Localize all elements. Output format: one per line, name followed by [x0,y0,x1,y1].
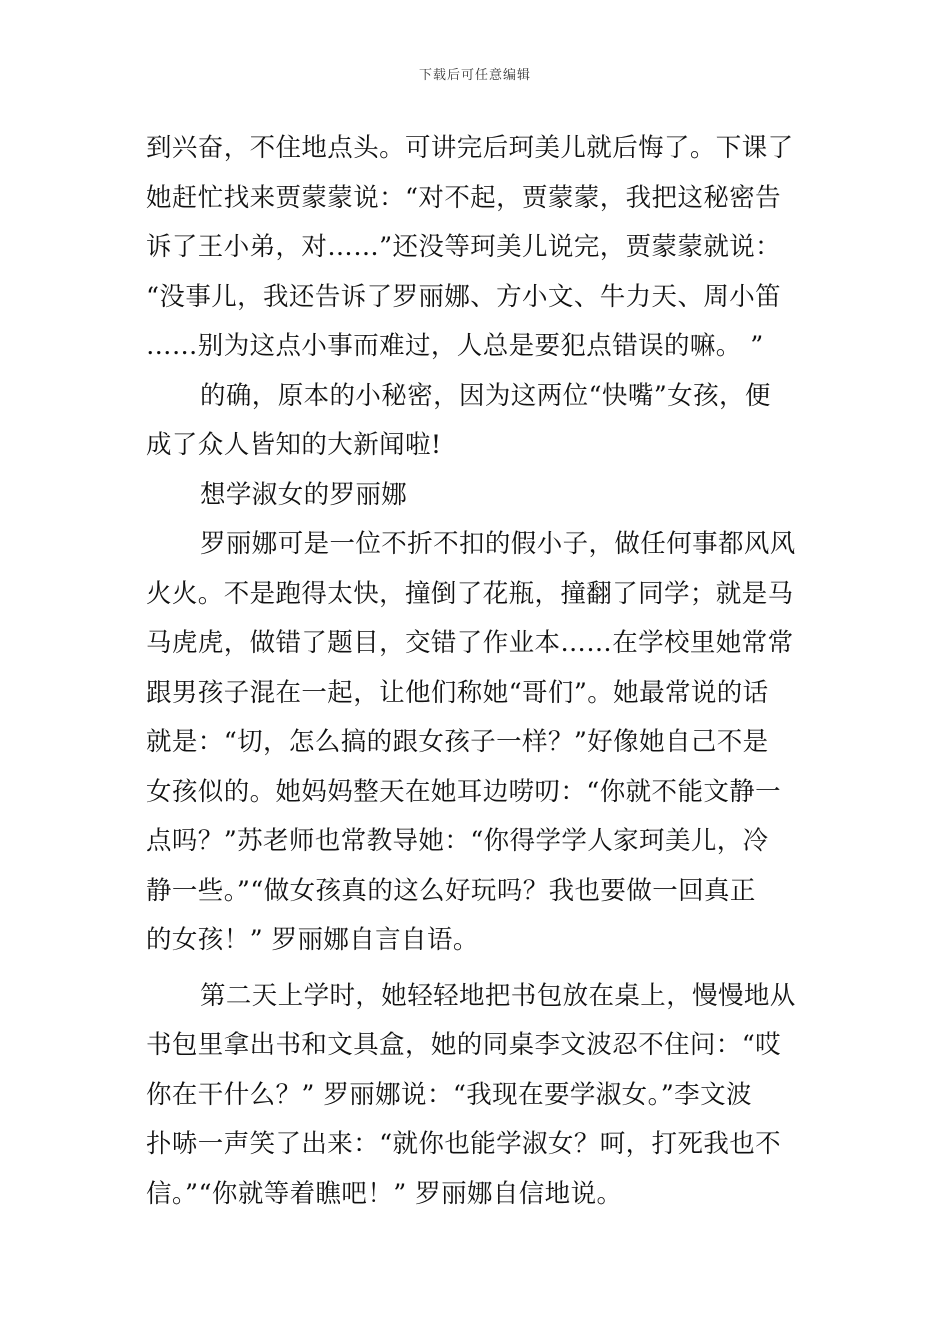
text-line: 到兴奋，不住地点头。可讲完后珂美儿就后悔了。下课了 [146,133,794,163]
text-line: 马虎虎，做错了题目，交错了作业本……在学校里她常常 [146,628,794,658]
text-line: 诉了王小弟，对……”还没等珂美儿说完，贾蒙蒙就说： [146,232,782,262]
paragraph-first-line: 罗丽娜可是一位不折不扣的假小子，做任何事都风风 [200,529,796,559]
text-line: 火火。不是跑得太快，撞倒了花瓶，撞翻了同学；就是马 [146,578,794,609]
text-line: 跟男孩子混在一起，让他们称她“哥们”。她最常说的话 [146,677,769,708]
paragraph-first-line: 的确，原本的小秘密，因为这两位“快嘴”女孩，便 [200,380,771,411]
paragraph-first-line: 第二天上学时，她轻轻地把书包放在桌上，慢慢地从 [200,980,796,1011]
page-header: 下载后可任意编辑 [418,68,531,83]
text-line: 静一些。”“做女孩真的这么好玩吗？我也要做一回真正 [146,875,756,906]
text-line: 你在干什么？” 罗丽娜说：“我现在要学淑女。”李文波 [146,1079,752,1110]
text-line: 信。”“你就等着瞧吧！” 罗丽娜自信地说。 [146,1178,623,1209]
text-line: 扑哧一声笑了出来：“就你也能学淑女？呵，打死我也不 [146,1129,782,1159]
text-line: 她赶忙找来贾蒙蒙说：“对不起，贾蒙蒙，我把这秘密告 [146,182,782,213]
text-line: 书包里拿出书和文具盒，她的同桌李文波忍不住问：“哎 [146,1030,782,1060]
text-line: “没事儿，我还告诉了罗丽娜、方小文、牛力天、周小笛 [146,281,782,312]
text-line: ……别为这点小事而难过，人总是要犯点错误的嘛。 ” [146,331,764,361]
text-line: 点吗？”苏老师也常教导她：“你得学学人家珂美儿，冷 [146,826,769,856]
text-line: 就是：“切，怎么搞的跟女孩子一样？”好像她自己不是 [146,727,769,757]
text-line: 女孩似的。她妈妈整天在她耳边唠叨：“你就不能文静一 [146,776,782,807]
section-heading: 想学淑女的罗丽娜 [200,479,408,510]
text-line: 成了众人皆知的大新闻啦! [146,430,442,460]
document-body [146,124,811,1219]
text-line: 的女孩！” 罗丽娜自言自语。 [146,925,479,955]
